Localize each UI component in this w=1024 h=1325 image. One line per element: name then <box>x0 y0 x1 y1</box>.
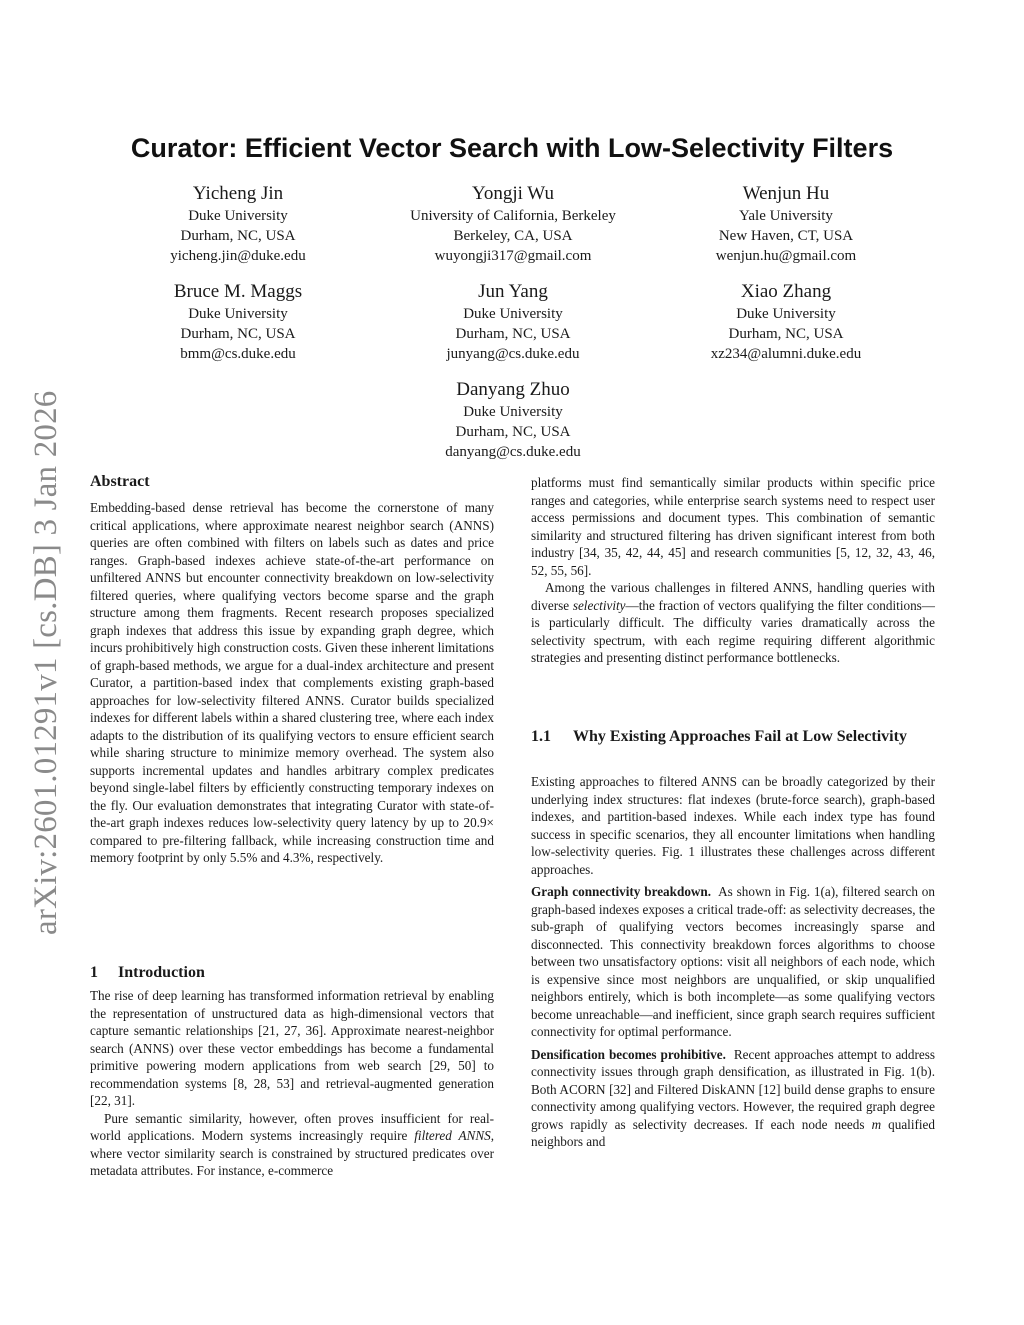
paragraph: platforms must find semantically similar products within specific price ranges and categories, while enterprise search systems need to respect user access permissions and document types. This combination of semantic similarity and structured filtering has driven significant interest from both industry [34, 35, 42, 44, 45] and research communities [5, 12, 32, 43, 46, 52, 55, 56]. <box>531 475 935 578</box>
section-number: 1.1 <box>531 728 551 745</box>
author-name: Yongji Wu <box>472 183 554 204</box>
author-email[interactable]: wenjun.hu@gmail.com <box>715 248 857 264</box>
author-block <box>108 280 368 364</box>
intro-body <box>90 987 494 1180</box>
section-title: Why Existing Approaches Fail at Low Selectivity <box>573 728 907 745</box>
abstract-heading: Abstract <box>90 473 150 490</box>
author-email[interactable]: xz234@alumni.duke.edu <box>710 346 862 362</box>
subsection-heading <box>531 726 935 747</box>
author-block <box>108 182 368 266</box>
author-affiliation: Duke University <box>736 306 836 322</box>
author-affiliation: Duke University <box>188 306 288 322</box>
section-number: 1 <box>90 964 98 981</box>
author-location: Durham, NC, USA <box>455 326 571 342</box>
author-email[interactable]: wuyongji317@gmail.com <box>434 248 592 264</box>
author-name: Yicheng Jin <box>192 183 284 204</box>
intro-heading <box>90 962 205 983</box>
paragraph: Existing approaches to filtered ANNS can be broadly categorized by their underlying index structures: flat indexes (brute-force search), graph-based indexes, and partition-based indexes. While each index type has found success in specific scenarios, they all encounter limitations when handling low-selectivity queries. Fig. 1 illustrates these challenges across different approaches. <box>531 774 935 877</box>
paragraph: Among the various challenges in filtered ANNS, handling queries with diverse selectivity—the fraction of vectors qualifying the filter conditions—is particularly difficult. The difficulty varies dramatically across the selectivity spectrum, with each regime requiring different algorithmic strategies and presenting distinct performance bottlenecks. <box>531 580 935 665</box>
author-location: Durham, NC, USA <box>728 326 844 342</box>
right-column-body <box>531 773 935 1151</box>
paper-title: Curator: Efficient Vector Search with Low-Selectivity Filters <box>130 133 894 163</box>
emphasis: filtered ANNS <box>414 1128 491 1143</box>
author-block <box>383 280 643 364</box>
author-affiliation: Yale University <box>739 208 833 224</box>
author-affiliation: Duke University <box>463 306 563 322</box>
abstract-text: Embedding-based dense retrieval has become the cornerstone of many critical applications, where approximate nearest neighbor search (ANNS) queries are often combined with filters on labels such as dates and price ranges. Graph-based indexes achieve state-of-the-art performance on unfiltered ANNS but encounter connectivity breakdown on low-selectivity filtered queries, where qualifying vectors become sparse and the graph structure among them fragments. Recent research proposes specialized graph indexes that address this issue by expanding graph degree, which incurs prohibitively high construction costs. Given these inherent limitations of graph-based methods, we argue for a dual-index architecture and present Curator, a partition-based index that complements existing graph-based approaches for low-selectivity filtered ANNS. Curator builds specialized indexes for different labels within a shared clustering tree, where each index adapts to the distribution of its qualifying vectors to ensure efficient search while sharing structure to minimize memory overhead. The system also supports incremental updates and handles arbitrary complex predicates beyond single-label filters by efficiently constructing temporary indexes on the fly. Our evaluation demonstrates that integrating Curator with state-of-the-art graph indexes reduces low-selectivity query latency by up to 20.9× compared to pre-filtering fallback, while increasing construction time and memory footprint by only 5.5% and 4.3%, respectively. <box>90 500 494 865</box>
paragraph: Graph connectivity breakdown. As shown in Fig. 1(a), filtered search on graph-based indexes exposes a critical trade-off: as selectivity decreases, the sub-graph of qualifying vectors becomes increasingly sparse and disconnected. This connectivity breakdown forces algorithms to choose between two unsatisfactory options: visit all neighbors of each node, which is expensive since most neighbors are unqualified, or skip unqualified neighbors entirely, which is both incomplete—as some qualifying vectors become unreachable—and inefficient, since graph search requires sufficient connectivity for optimal performance. <box>531 884 935 1039</box>
author-location: Durham, NC, USA <box>455 424 571 440</box>
paragraph: The rise of deep learning has transformed information retrieval by enabling the representation of unstructured data as high-dimensional vectors that capture semantic relationships [21, 27, 36]. Approximate nearest-neighbor search (ANNS) over these vector embeddings has become a fundamental primitive powering modern applications from web search [29, 50] to recommendation systems [8, 28, 53] and retrieval-augmented generation [22, 31]. <box>90 988 494 1108</box>
author-block <box>383 378 643 462</box>
author-name: Danyang Zhuo <box>456 379 570 400</box>
author-name: Bruce M. Maggs <box>173 281 303 302</box>
author-affiliation: Duke University <box>463 404 563 420</box>
author-affiliation: Duke University <box>188 208 288 224</box>
author-block <box>656 182 916 266</box>
emphasis: m <box>871 1116 882 1132</box>
emphasis: selectivity <box>572 597 626 613</box>
author-email[interactable]: junyang@cs.duke.edu <box>446 346 580 362</box>
author-email[interactable]: yicheng.jin@duke.edu <box>170 248 306 264</box>
paragraph-heading: Densification becomes prohibitive. <box>531 1046 726 1062</box>
paragraph: Pure semantic similarity, however, often proves insufficient for real-world applications. Modern systems increasingly require filtered ANNS, where vector similarity search is constrained by structured predicates over metadata attributes. For instance, e-commerce <box>90 1110 495 1178</box>
section-title: Introduction <box>118 964 205 981</box>
paragraph: Densification becomes prohibitive. Recent approaches attempt to address connectivity issues through graph densification, as illustrated in Fig. 1(b). Both ACORN [32] and Filtered DiskANN [12] build dense graphs to ensure connectivity among qualifying vectors. However, the required graph degree grows rapidly as selectivity decreases. If each node needs m qualified neighbors and <box>531 1046 936 1149</box>
author-location: New Haven, CT, USA <box>718 228 854 244</box>
paragraph-heading: Graph connectivity breakdown. <box>531 884 712 899</box>
author-block <box>656 280 916 364</box>
right-column-top <box>531 474 935 667</box>
author-block <box>383 182 643 266</box>
author-name: Xiao Zhang <box>740 281 832 302</box>
arxiv-stamp: arXiv:2601.01291v1 [cs.DB] 3 Jan 2026 <box>28 390 64 935</box>
author-location: Durham, NC, USA <box>180 326 296 342</box>
author-location: Berkeley, CA, USA <box>453 228 573 244</box>
author-affiliation: University of California, Berkeley <box>410 208 616 224</box>
author-location: Durham, NC, USA <box>180 228 296 244</box>
author-email[interactable]: danyang@cs.duke.edu <box>445 444 581 460</box>
abstract-body <box>90 499 494 867</box>
author-email[interactable]: bmm@cs.duke.edu <box>180 346 296 362</box>
author-name: Wenjun Hu <box>742 183 830 204</box>
author-name: Jun Yang <box>478 281 548 302</box>
